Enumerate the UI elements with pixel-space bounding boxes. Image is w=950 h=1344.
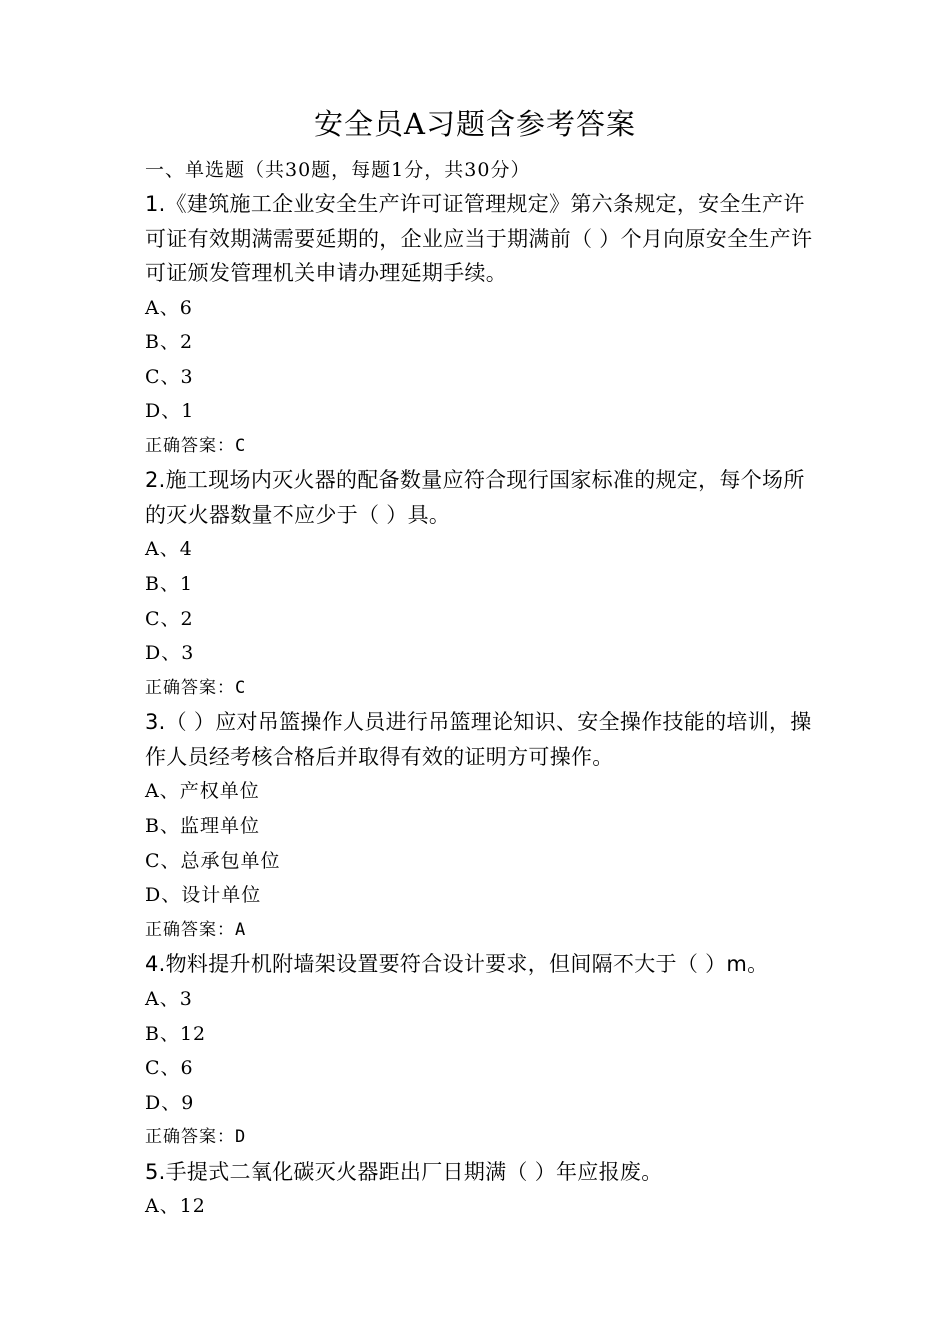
option-d: D、3 xyxy=(145,642,195,665)
correct-answer xyxy=(145,671,825,706)
document-body xyxy=(145,153,825,1224)
option-a: A、12 xyxy=(145,1195,206,1218)
answer-label: 正确答案： xyxy=(145,677,235,698)
question-stem: 2.施工现场内灭火器的配备数量应符合现行国家标准的规定，每个场所的灭火器数量不应少于（ ）具。 xyxy=(145,468,805,527)
question-3 xyxy=(145,705,825,947)
correct-answer xyxy=(145,1120,825,1155)
option-d: D、1 xyxy=(145,400,195,423)
option-c: C、总承包单位 xyxy=(145,849,281,872)
option-a: A、3 xyxy=(145,987,193,1010)
answer-value: C xyxy=(235,677,247,698)
option-a: A、4 xyxy=(145,538,193,561)
option-c: C、2 xyxy=(145,607,194,630)
answer-value: A xyxy=(235,919,247,940)
option-a: A、产权单位 xyxy=(145,780,260,803)
option-b: B、2 xyxy=(145,331,194,354)
answer-value: C xyxy=(235,435,247,456)
question-stem: 1.《建筑施工企业安全生产许可证管理规定》第六条规定，安全生产许可证有效期满需要延期的，企业应当于期满前（ ）个月向原安全生产许可证颁发管理机关申请办理延期手续。 xyxy=(145,192,813,285)
document-title: 安全员A习题含参考答案 xyxy=(314,107,636,141)
option-a: A、6 xyxy=(145,296,193,319)
question-stem: 5.手提式二氧化碳灭火器距出厂日期满（ ）年应报废。 xyxy=(145,1159,663,1184)
section-heading: 一、单选题（共30题，每题1分，共30分） xyxy=(145,159,531,181)
answer-value: D xyxy=(235,1127,247,1148)
option-d: D、9 xyxy=(145,1091,195,1114)
option-b: B、1 xyxy=(145,573,194,596)
option-d: D、设计单位 xyxy=(145,884,262,907)
correct-answer xyxy=(145,429,825,464)
option-c: C、6 xyxy=(145,1057,194,1080)
correct-answer xyxy=(145,913,825,948)
question-5 xyxy=(145,1155,825,1224)
question-2 xyxy=(145,463,825,705)
question-1 xyxy=(145,187,825,463)
option-c: C、3 xyxy=(145,365,194,388)
question-stem: 3.（ ）应对吊篮操作人员进行吊篮理论知识、安全操作技能的培训，操作人员经考核合格后并取得有效的证明方可操作。 xyxy=(145,710,812,769)
answer-label: 正确答案： xyxy=(145,919,235,940)
question-4 xyxy=(145,947,825,1154)
answer-label: 正确答案： xyxy=(145,435,235,456)
question-stem: 4.物料提升机附墙架设置要符合设计要求，但间隔不大于（ ）m。 xyxy=(145,952,769,977)
answer-label: 正确答案： xyxy=(145,1127,235,1148)
option-b: B、监理单位 xyxy=(145,815,260,838)
option-b: B、12 xyxy=(145,1022,207,1045)
